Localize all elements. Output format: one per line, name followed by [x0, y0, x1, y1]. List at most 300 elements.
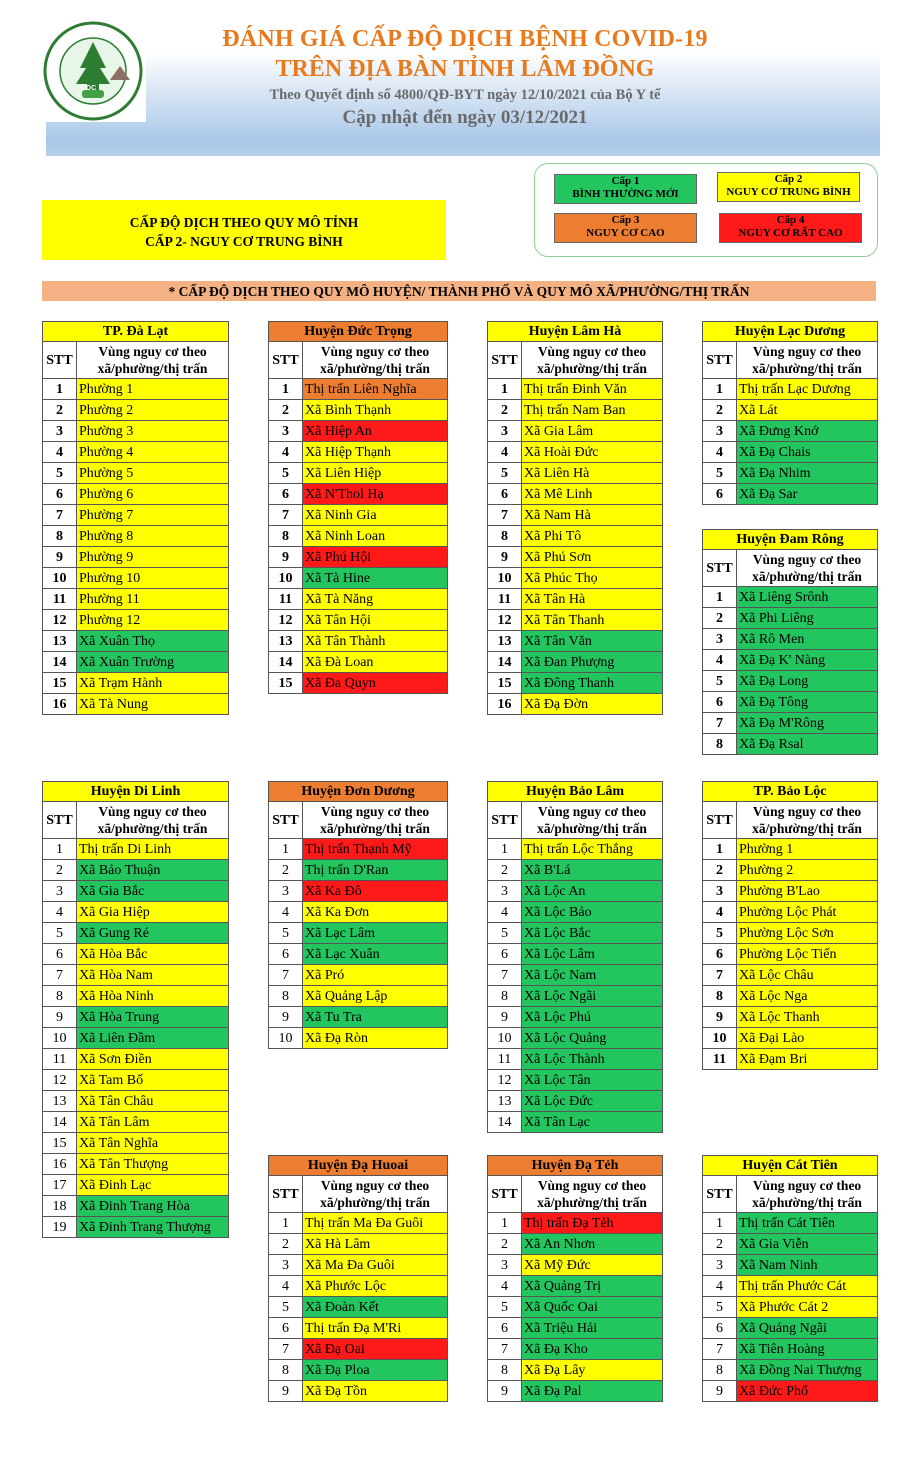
table-row — [703, 881, 878, 902]
area-name: Xã Bình Thạnh — [303, 400, 448, 421]
district-name: TP. Đà Lạt — [43, 322, 229, 342]
row-number: 3 — [488, 421, 522, 442]
area-name: Xã Lộc Ngãi — [522, 986, 663, 1007]
row-number: 9 — [269, 1381, 303, 1402]
table-row — [43, 881, 229, 902]
row-number: 9 — [703, 1007, 737, 1028]
row-number: 8 — [488, 526, 522, 547]
stt-header: STT — [269, 802, 303, 839]
row-number: 13 — [43, 631, 77, 652]
row-number: 4 — [269, 1276, 303, 1297]
table-row — [703, 587, 878, 608]
area-name: Xã Đan Phượng — [522, 652, 663, 673]
area-name: Xã Đạ Pal — [522, 1381, 663, 1402]
row-number: 8 — [43, 986, 77, 1007]
table-row — [488, 1091, 663, 1112]
area-name: Xã Tiên Hoàng — [737, 1339, 878, 1360]
table-row — [488, 400, 663, 421]
table-row — [269, 463, 448, 484]
row-number: 4 — [43, 442, 77, 463]
area-name: Xã Đạ Lây — [522, 1360, 663, 1381]
row-number: 1 — [703, 1213, 737, 1234]
area-name: Xã Tân Lâm — [77, 1112, 229, 1133]
district-name: Huyện Đơn Dương — [269, 782, 448, 802]
table-row — [43, 610, 229, 631]
row-number: 12 — [488, 610, 522, 631]
table-row — [43, 986, 229, 1007]
table-row — [488, 610, 663, 631]
area-name: Xã B'Lá — [522, 860, 663, 881]
row-number: 9 — [488, 547, 522, 568]
district-name: Huyện Lạc Dương — [703, 322, 878, 342]
row-number: 14 — [488, 652, 522, 673]
area-name: Phường 6 — [77, 484, 229, 505]
table-row — [488, 1028, 663, 1049]
stt-header: STT — [703, 1176, 737, 1213]
province-level-title: CẤP ĐỘ DỊCH THEO QUY MÔ TỈNH — [129, 215, 359, 230]
table-row — [488, 881, 663, 902]
logo-abbr: CDC — [81, 85, 97, 92]
row-number: 13 — [269, 631, 303, 652]
table-row — [488, 694, 663, 715]
area-name: Phường 10 — [77, 568, 229, 589]
table-row — [43, 1049, 229, 1070]
area-name: Xã Hòa Bắc — [77, 944, 229, 965]
table-row — [43, 379, 229, 400]
table-row — [43, 694, 229, 715]
table-row — [488, 505, 663, 526]
table-row — [703, 421, 878, 442]
row-number: 6 — [43, 484, 77, 505]
table-row — [703, 650, 878, 671]
table-row — [43, 1007, 229, 1028]
area-name: Xã Lộc Nam — [522, 965, 663, 986]
row-number: 15 — [488, 673, 522, 694]
area-name: Thị trấn Đạ Tẻh — [522, 1213, 663, 1234]
area-name: Xã Đồng Nai Thượng — [737, 1360, 878, 1381]
area-name: Xã Đưng Knớ — [737, 421, 878, 442]
table-row — [703, 1028, 878, 1049]
row-number: 8 — [488, 1360, 522, 1381]
table-row — [43, 526, 229, 547]
row-number: 2 — [269, 860, 303, 881]
row-number: 6 — [43, 944, 77, 965]
table-row — [703, 1234, 878, 1255]
table-row — [488, 860, 663, 881]
row-number: 4 — [703, 1276, 737, 1297]
row-number: 9 — [43, 547, 77, 568]
area-name: Xã Tân Nghĩa — [77, 1133, 229, 1154]
table-row — [703, 734, 878, 755]
area-name: Xã Xuân Trường — [77, 652, 229, 673]
table-row — [43, 1196, 229, 1217]
area-name: Xã Tam Bố — [77, 1070, 229, 1091]
row-number: 7 — [488, 1339, 522, 1360]
area-header: Vùng nguy cơ theo xã/phường/thị trấn — [303, 1176, 448, 1213]
table-row — [43, 902, 229, 923]
table-row — [703, 713, 878, 734]
row-number: 9 — [269, 1007, 303, 1028]
area-header: Vùng nguy cơ theo xã/phường/thị trấn — [522, 1176, 663, 1213]
area-name: Xã An Nhơn — [522, 1234, 663, 1255]
table-row — [43, 442, 229, 463]
table-row — [703, 1318, 878, 1339]
district-table — [487, 1155, 663, 1402]
table-row — [269, 421, 448, 442]
legend-level-4: Cấp 4 NGUY CƠ RẤT CAO — [719, 213, 862, 243]
district-name: TP. Bảo Lộc — [703, 782, 878, 802]
legend-level-2: Cấp 2 NGUY CƠ TRUNG BÌNH — [717, 172, 860, 202]
table-row — [703, 1007, 878, 1028]
table-row — [43, 965, 229, 986]
area-name: Xã Tân Thượng — [77, 1154, 229, 1175]
row-number: 10 — [269, 1028, 303, 1049]
table-row — [703, 671, 878, 692]
table-row — [488, 839, 663, 860]
area-name: Xã N'Thol Hạ — [303, 484, 448, 505]
area-name: Phường B'Lao — [737, 881, 878, 902]
table-row — [703, 965, 878, 986]
area-name: Xã Lộc Quảng — [522, 1028, 663, 1049]
area-name: Xã Sơn Điền — [77, 1049, 229, 1070]
area-name: Xã Đà Loan — [303, 652, 448, 673]
area-name: Xã Đạ M'Rông — [737, 713, 878, 734]
row-number: 1 — [488, 379, 522, 400]
table-row — [269, 902, 448, 923]
area-name: Phường 1 — [737, 839, 878, 860]
area-name: Xã Đạ Đờn — [522, 694, 663, 715]
area-name: Xã Gia Lâm — [522, 421, 663, 442]
table-row — [703, 986, 878, 1007]
table-row — [43, 860, 229, 881]
table-row — [269, 568, 448, 589]
area-name: Xã Tà Năng — [303, 589, 448, 610]
row-number: 2 — [488, 400, 522, 421]
district-table — [702, 529, 878, 755]
table-row — [269, 673, 448, 694]
row-number: 1 — [703, 379, 737, 400]
row-number: 14 — [43, 1112, 77, 1133]
area-name: Xã Lộc Thanh — [737, 1007, 878, 1028]
table-row — [703, 463, 878, 484]
area-name: Xã Tân Châu — [77, 1091, 229, 1112]
table-row — [43, 1070, 229, 1091]
area-name: Xã Hà Lâm — [303, 1234, 448, 1255]
table-row — [269, 1297, 448, 1318]
area-name: Xã Hiệp Thạnh — [303, 442, 448, 463]
table-row — [703, 484, 878, 505]
area-name: Thị trấn Cát Tiên — [737, 1213, 878, 1234]
row-number: 4 — [703, 902, 737, 923]
row-number: 2 — [703, 608, 737, 629]
table-row — [703, 1360, 878, 1381]
area-name: Xã Lạc Xuân — [303, 944, 448, 965]
area-name: Xã Gung Ré — [77, 923, 229, 944]
area-header: Vùng nguy cơ theo xã/phường/thị trấn — [737, 550, 878, 587]
row-number: 3 — [269, 421, 303, 442]
area-name: Thị trấn Đạ M'Ri — [303, 1318, 448, 1339]
area-name: Xã Đạ Tông — [737, 692, 878, 713]
table-row — [269, 505, 448, 526]
row-number: 5 — [488, 463, 522, 484]
area-name: Xã Lộc Tân — [522, 1070, 663, 1091]
row-number: 7 — [43, 505, 77, 526]
area-name: Xã Phước Lộc — [303, 1276, 448, 1297]
area-name: Xã Phú Sơn — [522, 547, 663, 568]
stt-header: STT — [488, 342, 522, 379]
table-row — [269, 442, 448, 463]
table-row — [488, 923, 663, 944]
row-number: 11 — [43, 589, 77, 610]
table-row — [488, 1339, 663, 1360]
table-row — [488, 589, 663, 610]
district-table — [268, 321, 448, 694]
area-name: Xã Đoàn Kết — [303, 1297, 448, 1318]
area-name: Xã Liên Hiệp — [303, 463, 448, 484]
stt-header: STT — [269, 342, 303, 379]
area-name: Xã Mỹ Đức — [522, 1255, 663, 1276]
table-row — [269, 1381, 448, 1402]
stt-header: STT — [488, 1176, 522, 1213]
row-number: 6 — [488, 944, 522, 965]
table-row — [43, 944, 229, 965]
area-name: Xã Lộc An — [522, 881, 663, 902]
row-number: 2 — [703, 1234, 737, 1255]
legend — [534, 163, 878, 257]
area-name: Xã Đức Phổ — [737, 1381, 878, 1402]
row-number: 15 — [43, 1133, 77, 1154]
table-row — [269, 1234, 448, 1255]
stt-header: STT — [488, 802, 522, 839]
row-number: 3 — [269, 1255, 303, 1276]
row-number: 4 — [488, 1276, 522, 1297]
area-name: Phường 12 — [77, 610, 229, 631]
area-name: Xã Lộc Lâm — [522, 944, 663, 965]
table-row — [488, 568, 663, 589]
table-row — [488, 902, 663, 923]
table-row — [703, 860, 878, 881]
area-name: Xã Tân Thành — [303, 631, 448, 652]
table-row — [43, 568, 229, 589]
area-name: Xã Đại Lào — [737, 1028, 878, 1049]
table-row — [269, 526, 448, 547]
district-table — [42, 781, 229, 1238]
table-row — [43, 484, 229, 505]
area-name: Thị trấn D'Ran — [303, 860, 448, 881]
row-number: 9 — [488, 1007, 522, 1028]
row-number: 5 — [43, 463, 77, 484]
row-number: 8 — [703, 986, 737, 1007]
area-name: Xã Hòa Nam — [77, 965, 229, 986]
row-number: 2 — [703, 400, 737, 421]
area-name: Xã Đạ Tồn — [303, 1381, 448, 1402]
row-number: 5 — [43, 923, 77, 944]
area-name: Phường 2 — [737, 860, 878, 881]
district-name: Huyện Đức Trọng — [269, 322, 448, 342]
area-name: Xã Hòa Trung — [77, 1007, 229, 1028]
row-number: 3 — [43, 421, 77, 442]
row-number: 8 — [269, 986, 303, 1007]
table-row — [488, 1213, 663, 1234]
area-name: Xã Mê Linh — [522, 484, 663, 505]
row-number: 19 — [43, 1217, 77, 1238]
row-number: 10 — [43, 1028, 77, 1049]
area-name: Xã Bảo Thuận — [77, 860, 229, 881]
row-number: 6 — [269, 1318, 303, 1339]
area-name: Xã Đinh Lạc — [77, 1175, 229, 1196]
area-name: Xã Lộc Bắc — [522, 923, 663, 944]
table-row — [703, 608, 878, 629]
area-name: Xã Hòa Ninh — [77, 986, 229, 1007]
area-name: Xã Phúc Thọ — [522, 568, 663, 589]
area-name: Xã Đạ Chais — [737, 442, 878, 463]
table-row — [269, 881, 448, 902]
row-number: 6 — [703, 484, 737, 505]
row-number: 8 — [43, 526, 77, 547]
area-name: Xã Phú Hội — [303, 547, 448, 568]
row-number: 10 — [488, 568, 522, 589]
table-row — [43, 631, 229, 652]
table-row — [269, 986, 448, 1007]
row-number: 3 — [488, 881, 522, 902]
table-row — [488, 1049, 663, 1070]
row-number: 2 — [703, 860, 737, 881]
stt-header: STT — [703, 550, 737, 587]
table-row — [488, 965, 663, 986]
table-row — [703, 1381, 878, 1402]
row-number: 13 — [488, 631, 522, 652]
district-name: Huyện Lâm Hà — [488, 322, 663, 342]
row-number: 5 — [488, 1297, 522, 1318]
row-number: 9 — [43, 1007, 77, 1028]
table-row — [269, 1360, 448, 1381]
stt-header: STT — [43, 342, 77, 379]
area-header: Vùng nguy cơ theo xã/phường/thị trấn — [77, 802, 229, 839]
area-header: Vùng nguy cơ theo xã/phường/thị trấn — [303, 802, 448, 839]
area-name: Xã Phước Cát 2 — [737, 1297, 878, 1318]
area-name: Xã Pró — [303, 965, 448, 986]
area-name: Phường 4 — [77, 442, 229, 463]
row-number: 1 — [43, 379, 77, 400]
table-row — [269, 400, 448, 421]
row-number: 4 — [269, 442, 303, 463]
row-number: 7 — [488, 965, 522, 986]
table-row — [488, 463, 663, 484]
area-name: Phường 2 — [77, 400, 229, 421]
area-name: Xã Lạc Lâm — [303, 923, 448, 944]
table-row — [703, 1255, 878, 1276]
area-name: Thị trấn Đinh Văn — [522, 379, 663, 400]
row-number: 10 — [43, 568, 77, 589]
area-name: Xã Gia Bắc — [77, 881, 229, 902]
row-number: 16 — [43, 1154, 77, 1175]
area-name: Xã Ka Đơn — [303, 902, 448, 923]
table-row — [269, 1213, 448, 1234]
district-table — [42, 321, 229, 715]
area-name: Xã Gia Hiệp — [77, 902, 229, 923]
table-row — [488, 379, 663, 400]
area-name: Phường Lộc Phát — [737, 902, 878, 923]
stt-header: STT — [703, 802, 737, 839]
row-number: 7 — [269, 505, 303, 526]
area-name: Thị trấn Di Linh — [77, 839, 229, 860]
row-number: 1 — [703, 839, 737, 860]
area-name: Xã Triệu Hải — [522, 1318, 663, 1339]
row-number: 5 — [269, 1297, 303, 1318]
area-name: Phường 3 — [77, 421, 229, 442]
table-row — [703, 1213, 878, 1234]
row-number: 4 — [269, 902, 303, 923]
area-name: Xã Liên Hà — [522, 463, 663, 484]
row-number: 6 — [488, 484, 522, 505]
area-name: Xã Lát — [737, 400, 878, 421]
row-number: 5 — [703, 463, 737, 484]
area-name: Xã Trạm Hành — [77, 673, 229, 694]
row-number: 3 — [269, 881, 303, 902]
table-row — [269, 1339, 448, 1360]
table-row — [488, 547, 663, 568]
row-number: 11 — [269, 589, 303, 610]
row-number: 8 — [269, 1360, 303, 1381]
area-name: Xã Quảng Trị — [522, 1276, 663, 1297]
row-number: 12 — [488, 1070, 522, 1091]
row-number: 8 — [269, 526, 303, 547]
province-level-box — [42, 200, 446, 260]
table-row — [703, 692, 878, 713]
table-row — [488, 1318, 663, 1339]
row-number: 6 — [269, 944, 303, 965]
area-name: Thị trấn Nam Ban — [522, 400, 663, 421]
table-row — [488, 1112, 663, 1133]
area-name: Xã Đinh Trang Thượng — [77, 1217, 229, 1238]
stt-header: STT — [43, 802, 77, 839]
area-name: Xã Tân Lạc — [522, 1112, 663, 1133]
table-row — [488, 442, 663, 463]
area-name: Xã Tu Tra — [303, 1007, 448, 1028]
area-name: Xã Quốc Oai — [522, 1297, 663, 1318]
table-row — [488, 652, 663, 673]
area-name: Xã Quảng Ngãi — [737, 1318, 878, 1339]
district-name: Huyện Đạ Huoai — [269, 1156, 448, 1176]
area-name: Xã Đạ Rsal — [737, 734, 878, 755]
row-number: 4 — [43, 902, 77, 923]
area-header: Vùng nguy cơ theo xã/phường/thị trấn — [522, 342, 663, 379]
table-row — [43, 923, 229, 944]
cdc-logo-icon — [40, 20, 146, 122]
row-number: 13 — [43, 1091, 77, 1112]
area-name: Xã Rô Men — [737, 629, 878, 650]
area-name: Xã Quảng Lập — [303, 986, 448, 1007]
area-name: Phường 1 — [77, 379, 229, 400]
stt-header: STT — [269, 1176, 303, 1213]
row-number: 10 — [269, 568, 303, 589]
area-name: Phường 7 — [77, 505, 229, 526]
row-number: 7 — [43, 965, 77, 986]
row-number: 16 — [488, 694, 522, 715]
area-header: Vùng nguy cơ theo xã/phường/thị trấn — [737, 1176, 878, 1213]
table-row — [43, 463, 229, 484]
area-name: Xã Tân Văn — [522, 631, 663, 652]
district-table — [702, 1155, 878, 1402]
area-name: Phường 9 — [77, 547, 229, 568]
row-number: 7 — [703, 1339, 737, 1360]
area-name: Xã Đạm Bri — [737, 1049, 878, 1070]
row-number: 1 — [269, 839, 303, 860]
legend-level-3: Cấp 3 NGUY CƠ CAO — [554, 213, 697, 243]
row-number: 3 — [703, 1255, 737, 1276]
row-number: 15 — [43, 673, 77, 694]
district-name: Huyện Di Linh — [43, 782, 229, 802]
